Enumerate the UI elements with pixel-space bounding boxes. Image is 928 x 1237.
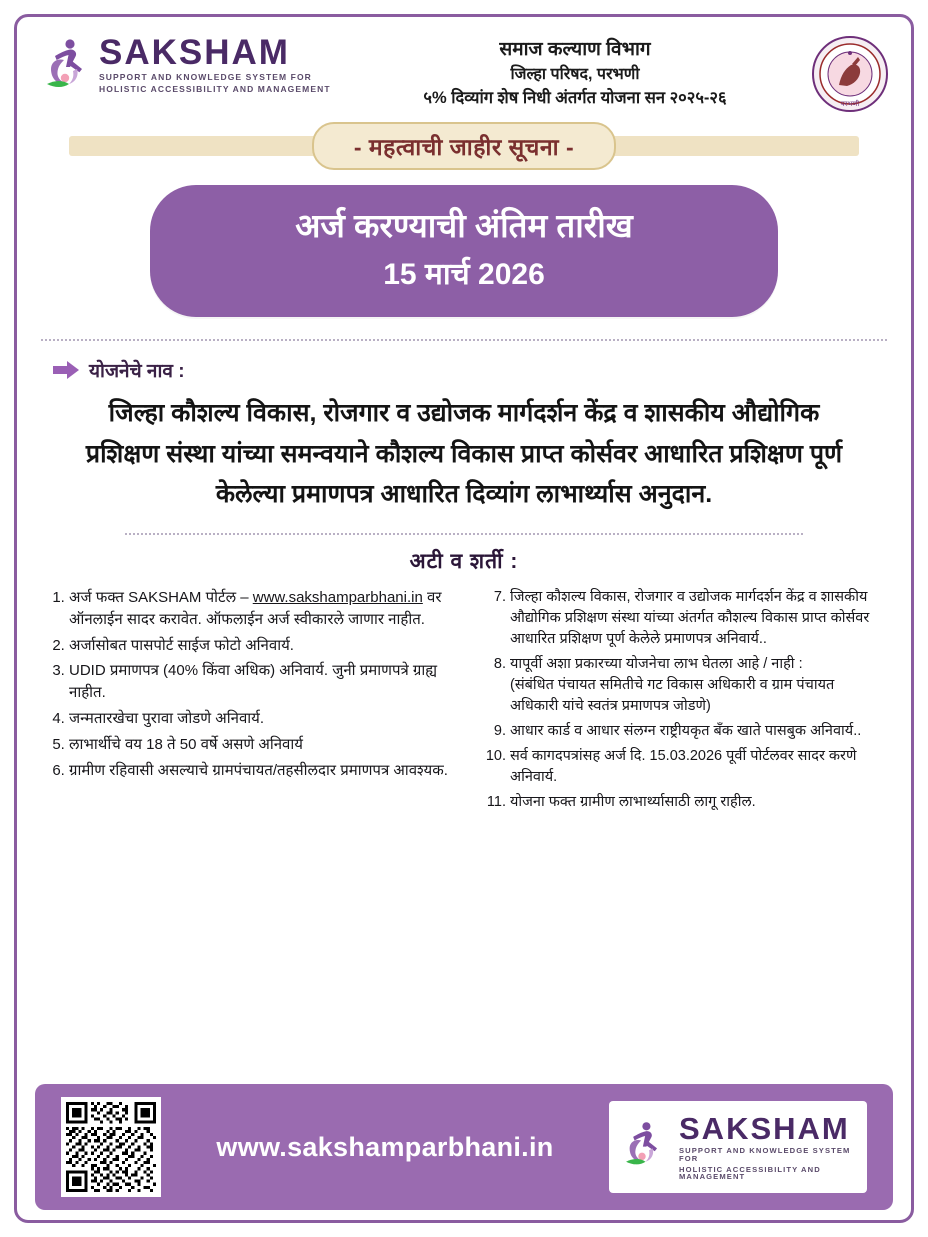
qr-code[interactable] [61, 1097, 161, 1197]
list-item [69, 587, 452, 631]
brand-tagline-line1: SUPPORT AND KNOWLEDGE SYSTEM FOR [99, 72, 312, 82]
saksham-figure-icon [39, 36, 91, 92]
saksham-figure-icon [619, 1119, 671, 1175]
list-item [510, 654, 885, 717]
footer-bar [35, 1084, 893, 1210]
divider-mid [125, 533, 803, 535]
list-item: 7. जिल्हा कौशल्य विकास, रोजगार व उद्योजक मार्गदर्शन केंद्र व शासकीय औद्योगिक प्रशिक्षण संस्था यांच्या अंतर्गत कौशल्य विकास प्राप्त कोर्सवर आधारित प्रशिक्षण पूर्ण केलेले प्रमाणपत्र अनिवार्य.. [510, 587, 885, 650]
deadline-date: 15 मार्च 2026 [383, 258, 545, 292]
footer-website-url[interactable]: www.sakshamparbhani.in [216, 1131, 554, 1162]
scheme-label: योजनेचे नाव : [89, 361, 185, 383]
term-8-subtext: (संबंधित पंचायत समितीचे गट विकास अधिकारी व ग्राम पंचायत अधिकारी यांचे स्वतंत्र प्रमाणपत्र जोडणे) [510, 676, 835, 714]
term-8-text: यापूर्वी अशा प्रकारच्या योजनेचा लाभ घेतला आहे / नाही : [510, 655, 803, 672]
footer-brand-logo [609, 1101, 867, 1193]
footer-brand-text [679, 1113, 857, 1180]
footer-brand-name: SAKSHAM [679, 1111, 850, 1147]
poster-frame [14, 14, 914, 1223]
brand-tagline-line2: HOLISTIC ACCESSIBILITY AND MANAGEMENT [99, 83, 331, 94]
notice-ribbon [35, 123, 893, 169]
department-line-2: जिल्हा परिषद, परभणी [510, 65, 640, 83]
brand-name: SAKSHAM [99, 33, 290, 72]
scheme-name: जिल्हा कौशल्य विकास, रोजगार व उद्योजक मार्गदर्शन केंद्र व शासकीय औद्योगिक प्रशिक्षण संस्था यांच्या समन्वयाने कौशल्य विकास प्राप्त कोर्सवर आधारित प्रशिक्षण पूर्ण केलेल्या प्रमाणपत्र आधारित दिव्यांग लाभार्थ्यास अनुदान. [85, 399, 843, 509]
list-item: 3. UDID प्रमाणपत्र (40% किंवा अधिक) अनिवार्य. जुनी प्रमाणपत्रे ग्राह्य नाहीत. [69, 660, 452, 704]
list-item: 2. अर्जासोबत पासपोर्ट साईज फोटो अनिवार्य. [69, 635, 452, 657]
deadline-title: अर्ज करण्याची अंतिम तारीख [295, 207, 633, 244]
brand-text [99, 35, 331, 93]
list-item: 9. आधार कार्ड व आधार संलग्न राष्ट्रीयकृत बँक खाते पासबुक अनिवार्य.. [510, 721, 885, 742]
header [35, 31, 893, 113]
footer-brand-tagline-line1: SUPPORT AND KNOWLEDGE SYSTEM FOR [679, 1146, 851, 1163]
terms-column-right [476, 587, 885, 817]
department-line-3: ५% दिव्यांग शेष निधी अंतर्गत योजना सन २०२५-२६ [423, 88, 727, 107]
terms-ordered-list-right [476, 587, 885, 813]
svg-text:परभणी: परभणी [840, 100, 860, 108]
scheme-label-row [53, 357, 893, 383]
list-item: 6. ग्रामीण रहिवासी असल्याचे ग्रामपंचायत/तहसीलदार प्रमाणपत्र आवश्यक. [69, 760, 452, 782]
divider-top [41, 339, 887, 341]
list-item: 11. योजना फक्त ग्रामीण लाभार्थ्यासाठी लागू राहील. [510, 792, 885, 813]
arrow-right-icon [53, 361, 79, 379]
term-1-text-before-url: अर्ज फक्त SAKSHAM पोर्टल – [69, 588, 249, 606]
portal-url-link[interactable]: www.sakshamparbhani.in [252, 588, 423, 606]
department-line-1: समाज कल्याण विभाग [499, 39, 651, 60]
zilla-parishad-parbhani-seal [811, 35, 889, 113]
list-item: 4. जन्मतारखेचा पुरावा जोडणे अनिवार्य. [69, 708, 452, 730]
terms-list [43, 587, 885, 817]
deadline-box [150, 185, 778, 317]
list-item: 5. लाभार्थीचे वय 18 ते 50 वर्षे असणे अनिवार्य [69, 734, 452, 756]
brand-logo [39, 35, 339, 93]
department-heading [349, 35, 801, 111]
terms-column-left [43, 587, 452, 786]
list-item: 10. सर्व कागदपत्रांसह अर्ज दि. 15.03.2026 पूर्वी पोर्टलवर सादर करणे अनिवार्य. [510, 746, 885, 788]
ribbon-label: - महत्वाची जाहीर सूचना - [312, 122, 616, 170]
terms-title: अटी व शर्ती : [409, 549, 519, 573]
terms-ordered-list-left [43, 587, 452, 782]
footer-brand-tagline-line2: HOLISTIC ACCESSIBILITY AND MANAGEMENT [679, 1164, 821, 1182]
term-1-text-after-url: वर ऑनलाईन सादर करावेत. ऑफलाईन अर्ज स्वीकारले जाणार नाहीत. [69, 588, 442, 628]
